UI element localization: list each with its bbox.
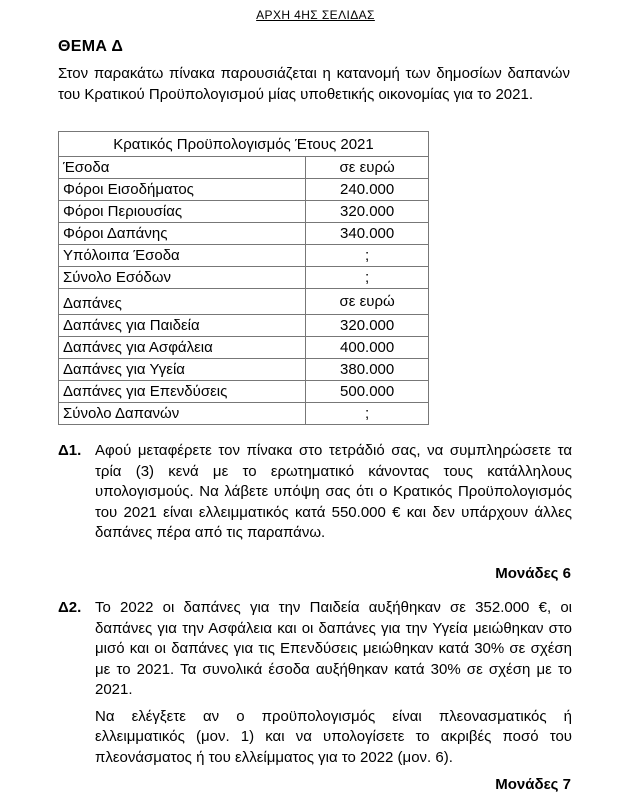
question-text (95, 441, 572, 544)
theme-title: ΘΕΜΑ Δ (58, 38, 124, 55)
row-label: Δαπάνες για Υγεία (59, 359, 306, 381)
table-row (59, 245, 429, 267)
table-row (59, 179, 429, 201)
row-label: Δαπάνες για Ασφάλεια (59, 337, 306, 359)
expenses-header-label: Δαπάνες (59, 289, 306, 315)
question-paragraph: Να ελέγξετε αν ο προϋπολογισμός είναι πλεονασματικός ή ελλειμματικός (μον. 1) και να υπολογίσετε το ακριβές ποσό του πλεονάσματος ή του ελλείμματος για το 2022 (μον. 6). (95, 707, 572, 766)
row-value: 500.000 (306, 381, 429, 403)
row-label: Φόροι Περιουσίας (59, 201, 306, 223)
expenses-header-row (59, 289, 429, 315)
row-label: Δαπάνες για Παιδεία (59, 315, 306, 337)
revenue-header-unit: σε ευρώ (306, 157, 429, 179)
row-label: Σύνολο Εσόδων (59, 267, 306, 289)
intro-paragraph: Στον παρακάτω πίνακα παρουσιάζεται η κατανομή των δημοσίων δαπανών του Κρατικού Προϋπολογισμού μίας υποθετικής οικονομίας για το 2021. (58, 65, 570, 103)
row-value: 320.000 (306, 315, 429, 337)
page-header-text: ΑΡΧΗ 4ΗΣ ΣΕΛΙΔΑΣ (256, 8, 375, 22)
table-row (59, 337, 429, 359)
table-title-row (59, 132, 429, 157)
table-row (59, 315, 429, 337)
row-value: 340.000 (306, 223, 429, 245)
question-paragraph: Το 2022 οι δαπάνες για την Παιδεία αυξήθηκαν σε 352.000 €, οι δαπάνες για την Ασφάλεια και οι δαπάνες για την Υγεία μειώθηκαν στο μισό και οι δαπάνες για τις Επενδύσεις μειώθηκαν κατά 30% σε σχέση με το 2021. Τα συνολικά έσοδα αυξήθηκαν κατά 30% σε σχέση με το 2021. (95, 599, 572, 698)
question-text (95, 598, 572, 768)
row-value: ; (306, 245, 429, 267)
table-row (59, 359, 429, 381)
row-label: Δαπάνες για Επενδύσεις (59, 381, 306, 403)
table-row (59, 403, 429, 425)
row-value: ; (306, 403, 429, 425)
table-row (59, 267, 429, 289)
row-label: Φόροι Εισοδήματος (59, 179, 306, 201)
row-label: Φόροι Δαπάνης (59, 223, 306, 245)
question-d1 (58, 441, 572, 550)
revenue-header-label: Έσοδα (59, 157, 306, 179)
row-value: 320.000 (306, 201, 429, 223)
table-row (59, 201, 429, 223)
page-header (0, 8, 631, 22)
row-value: 380.000 (306, 359, 429, 381)
question-number: Δ2. (58, 599, 82, 616)
table-title: Κρατικός Προϋπολογισμός Έτους 2021 (59, 132, 429, 157)
expenses-header-unit: σε ευρώ (306, 289, 429, 315)
row-label: Υπόλοιπα Έσοδα (59, 245, 306, 267)
question-number: Δ1. (58, 442, 82, 459)
table-row (59, 223, 429, 245)
row-label: Σύνολο Δαπανών (59, 403, 306, 425)
question-paragraph: Αφού μεταφέρετε τον πίνακα στο τετράδιό σας, να συμπληρώσετε τα τρία (3) κενά με το ερωτηματικό κάνοντας τους κατάλληλους υπολογισμούς. Να λάβετε υπόψη σας ότι ο Κρατικός Προϋπολογισμός του 2021 είναι ελλειμματικός κατά 550.000 € και δεν υπάρχουν άλλες δαπάνες πέρα από τις παραπάνω. (95, 442, 572, 541)
row-value: ; (306, 267, 429, 289)
table-row (59, 381, 429, 403)
revenue-header-row (59, 157, 429, 179)
question-d2 (58, 598, 572, 774)
marks-label: Μονάδες 6 (495, 565, 571, 582)
row-value: 240.000 (306, 179, 429, 201)
row-value: 400.000 (306, 337, 429, 359)
budget-table (58, 131, 429, 425)
marks-label: Μονάδες 7 (495, 776, 571, 793)
